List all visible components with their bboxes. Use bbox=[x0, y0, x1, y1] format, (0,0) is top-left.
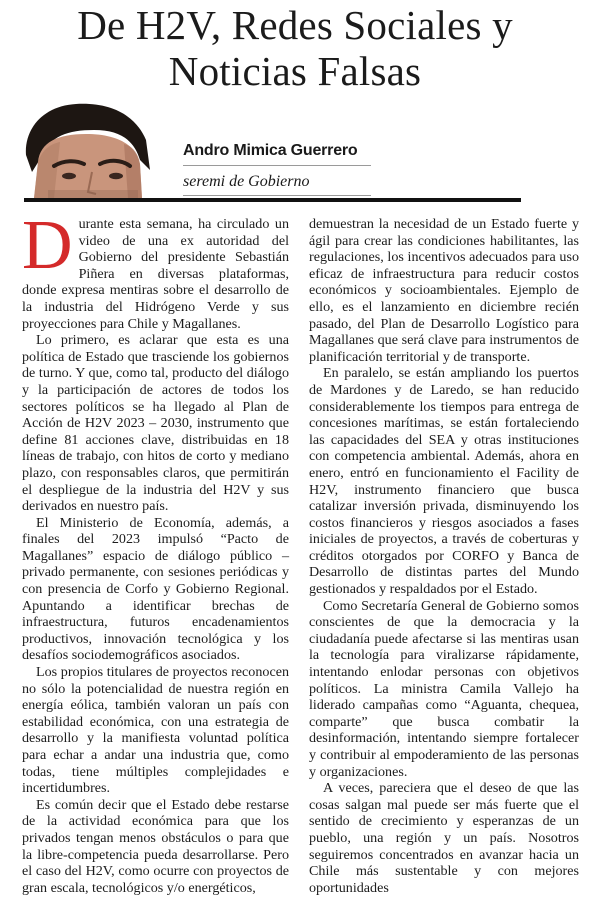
article-paragraph: demuestran la necesidad de un Estado fuerte y ágil para crear las condiciones habilitantes, las regulaciones, los incentivos adecuados para uso eficaz de infraestructura para reducir costos económicos y socioambientales. Ejemplo de ello, es el lanzamiento en diciembre recién pasado, del Plan de Desarrollo Logístico para Magallanes que será clave para instrumentos de planificación territorial y de transporte. bbox=[309, 216, 579, 365]
author-name: Andro Mimica Guerrero bbox=[183, 142, 358, 159]
article-column-right bbox=[309, 216, 579, 896]
author-divider bbox=[183, 165, 371, 166]
article-paragraph: En paralelo, se están ampliando los puertos de Mardones y de Laredo, se han reducido considerablemente los tiempos para entrega de concesiones marítimas, se están fortaleciendo las capacidades del SEA y otras instituciones con competencia ambiental. Además, ahora en enero, entró en funcionamiento el Facility de H2V, instrumento financiero que busca catalizar inversión privada, disminuyendo los costos financieros y riesgos asociados a fases iniciales de proyectos, a través de coberturas y créditos otorgados por CORFO y Banca de Desarrollo de distintas partes del Mundo gestionados y respaldados por el Estado. bbox=[309, 365, 579, 598]
article-paragraph: Como Secretaría General de Gobierno somos conscientes de que la democracia y la ciudadanía puede afectarse si las mentiras usan la tecnología para viralizarse rápidamente, intentando enlodar personas con objetivos políticos. La ministra Camila Vallejo ha liderado campañas como “Aguanta, chequea, comparte” que busca combatir la desinformación, intentando siempre fortalecer y contribuir al empoderamiento de las personas y organizaciones. bbox=[309, 597, 579, 780]
article-paragraph: Los propios titulares de proyectos reconocen no sólo la potencialidad de nuestra región en energía eólica, también valoran un país con estabilidad económica, con una estrategia de desarrollo y la manifiesta voluntad política para echar a andar una industria que, como todas, tiene múltiples complejidades e incertidumbres. bbox=[22, 664, 289, 797]
header-rule bbox=[24, 198, 521, 202]
author-photo bbox=[24, 100, 154, 198]
headline bbox=[0, 2, 590, 94]
article-column-left bbox=[22, 207, 289, 896]
paragraph-text: urante esta semana, ha circulado un video de una ex autoridad del Gobierno del presidente Sebastián Piñera en diversas plataformas, donde expresa mentiras sobre el desarrollo de la industria del Hidrógeno Verde y sus proyecciones para Chile y Magallanes. bbox=[22, 216, 289, 332]
article-paragraph: Lo primero, es aclarar que esta es una política de Estado que trasciende los gobiernos de turno. Y que, como tal, producto del diálogo y la participación de actores de todos los sectores políticos se ha llegado al Plan de Acción de H2V 2023 – 2030, instrumento que define 81 acciones clave, distribuidas en 18 líneas de trabajo, con hitos de corto y mediano plazo, con responsables claros, que permitirán el despliegue de la industria del H2V y sus derivados en nuestro país. bbox=[22, 332, 289, 515]
article-paragraph: El Ministerio de Economía, además, a finales del 2023 impulsó “Pacto de Magallanes” espacio de diálogo público – privado permanente, con sesiones periódicas y con presencia de Corfo y Gobierno Regional. Apuntando a identificar brechas de infraestructura, futuros encadenamientos productivos, innovación tecnológica y los desafíos sociodemográficos asociados. bbox=[22, 514, 289, 664]
drop-cap: D bbox=[22, 207, 73, 284]
headline-line-2: Noticias Falsas bbox=[168, 48, 422, 94]
author-role: seremi de Gobierno bbox=[183, 173, 310, 190]
article-paragraph bbox=[22, 207, 289, 332]
headline-line-1: De H2V, Redes Sociales y bbox=[77, 2, 513, 48]
author-divider bbox=[183, 195, 371, 196]
article-paragraph: Es común decir que el Estado debe restarse de la actividad económica para que los privados tengan menos obstáculos o para que la libre-competencia pueda desarrollarse. Pero el caso del H2V, como ocurre con proyectos de gran escala, tecnológicos y/o energéticos, bbox=[22, 796, 289, 896]
article-paragraph: A veces, pareciera que el deseo de que las cosas salgan mal puede ser más fuerte que el sentido de crecimiento y esperanzas de un pueblo, una región y un país. Nosotros seguiremos concentrados en avanzar hacia un Chile más sustentable y con mejores oportunidades bbox=[309, 780, 579, 896]
